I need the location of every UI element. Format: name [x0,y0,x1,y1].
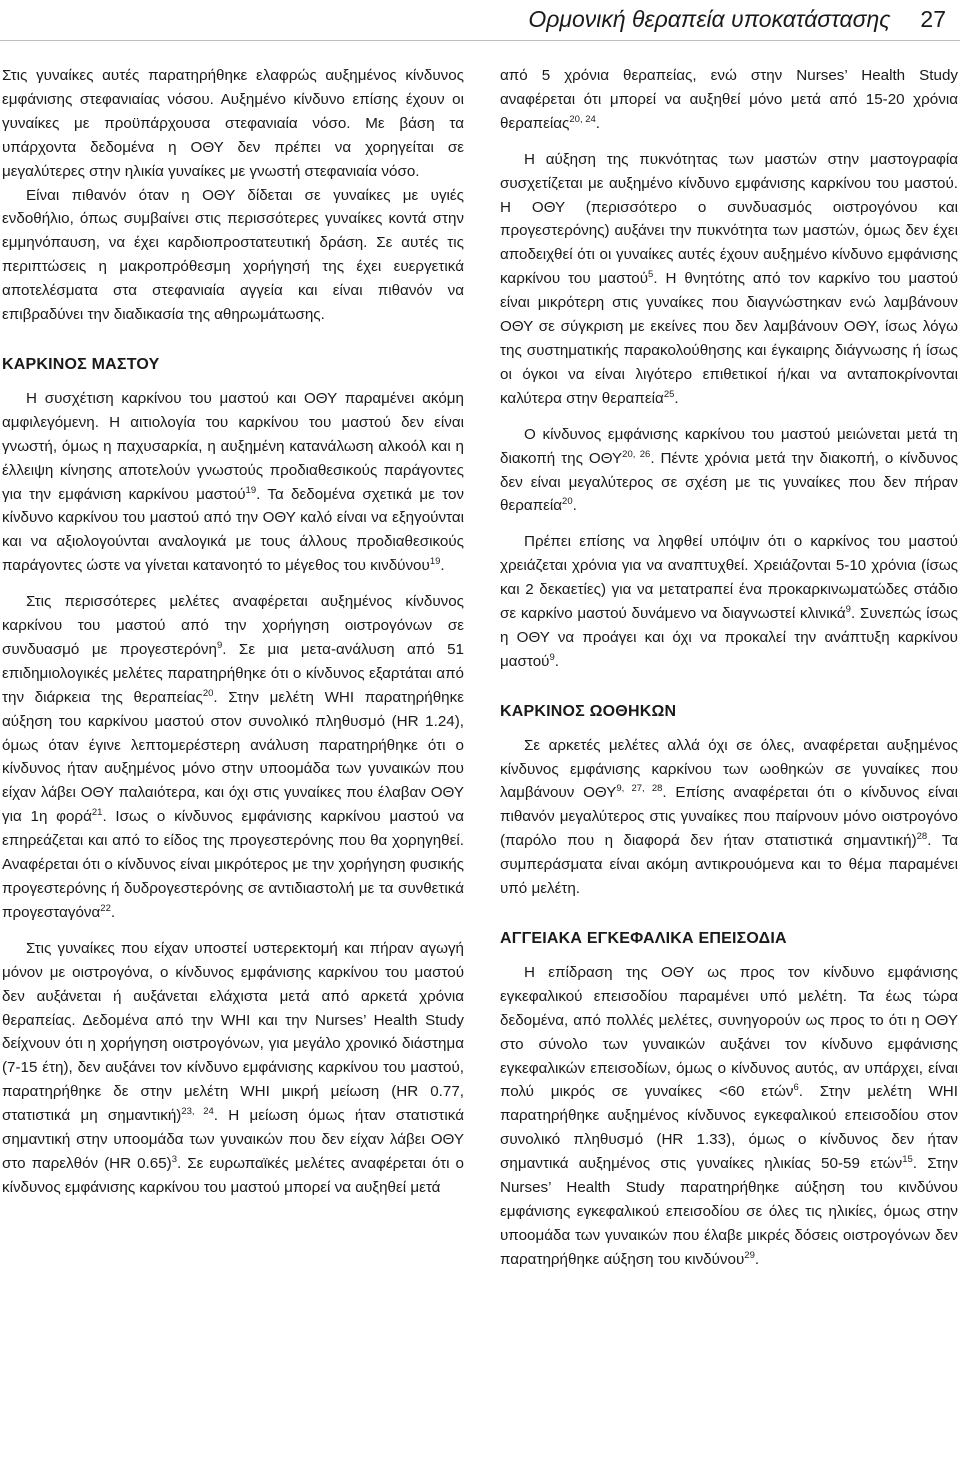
section-heading-stroke: ΑΓΓΕΙΑΚΑ ΕΓΚΕΦΑΛΙΚΑ ΕΠΕΙΣΟΔΙΑ [500,930,787,947]
citation: 20 [202,687,214,699]
citation: 23, 24 [181,1106,214,1118]
paragraph: από 5 χρόνια θεραπείας, ενώ στην Nurses’ Health Study αναφέρεται ότι μπορεί να αυξηθεί μόνο μετά από 15-20 χρόνια θεραπείας$^{20, 24}$. [500,67,958,132]
citation: 28 [916,831,928,843]
paragraph: Σε αρκετές μελέτες αλλά όχι σε όλες, αναφέρεται αυξημένος κίνδυνος εμφάνισης καρκίνου των ωοθηκών σε γυναίκες που λαμβάνουν ΟΘΥ$^{9, 27, 28}$. Επίσης αναφέρεται ότι ο κίνδυνος είναι πιθανόν μεγαλύτερος στις γυναίκες που παίρνουν μόνο οιστρογόνο (παρόλο που η διαφορά δεν ήταν στατιστικά σημαντική)$^{28}$. Τα συμπεράσματα είναι ακόμη αντικρουόμενα και το θέμα παραμένει υπό μελέτη. [500,736,959,898]
citation: 9 [216,639,223,651]
paragraph: Η αύξηση της πυκνότητας των μαστών στην μαστογραφία συσχετίζεται με αυξημένο κίνδυνο εμφάνισης καρκίνου του μαστού. Η ΟΘΥ (περισσότερο ο συνδυασμός οιστρογόνου και προγεστερόνης) αυξάνει την πυκνότητα των μαστών, όμως δεν έχει αποδειχθεί ότι οι γυναίκες αυτές έχουν αυξημένο κίνδυνο εμφάνισης καρκίνου του μαστού$^5$. Η θνητότης από τον καρκίνο του μαστού είναι μικρότερη στις γυναίκες που διαγνώστηκαν ενώ λαμβάνουν ΟΘΥ σε σύγκριση με εκείνες που δεν λαμβάνουν ΟΘΥ, ίσως λόγω της συστηματικής παρακολούθησης και έγκαιρης διάγνωσης ή ίσως οι όγκοι να είναι λιγότερο επιθετικοί ή/και να ανταποκρίνονται καλύτερα στην θεραπεία$^{25}$. [500,150,958,407]
paragraph: Η συσχέτιση καρκίνου του μαστού και ΟΘΥ παραμένει ακόμη αμφιλεγόμενη. Η αιτιολογία του καρκίνου του μαστού δεν είναι γνωστή, όμως η παχυσαρκία, η αυξημένη κατανάλωση αλκοόλ και η έλλειψη κίνησης αποτελούν γνωστούς προδιαθεσικούς παράγοντες για την εμφάνιση καρκίνου μαστού$^{19}$. Τα δεδομένα σχετικά με τον κίνδυνο καρκίνου του μαστού από την ΟΘΥ καλό είναι να εξηγούνται και να αξιολογούνται αναλογικά με τους άλλους προδιαθεσικούς παράγοντες ώστε να γίνεται κατανοητό το μέγεθος του κινδύνου$^{19}$. [2,389,465,575]
section-heading-breast-cancer: ΚΑΡΚΙΝΟΣ ΜΑΣΤΟΥ [2,355,160,373]
citation: 21 [91,807,103,819]
citation: 9 [549,651,555,663]
right-column [500,64,958,1272]
paragraph: Ο κίνδυνος εμφάνισης καρκίνου του μαστού μειώνεται μετά τη διακοπή της ΟΘΥ$^{20, 26}$. Πέντε χρόνια μετά την διακοπή, ο κίνδυνος δεν είναι μεγαλύτερος σε σχέση με τις γυναίκες που δεν πήραν θεραπεία$^{20}$. [500,425,958,515]
left-column [2,64,464,1200]
citation: 25 [663,388,675,400]
citation: 19 [429,556,441,568]
header-rule [0,40,960,41]
paragraph: Είναι πιθανόν όταν η ΟΘΥ δίδεται σε γυναίκες με υγιές ενδοθήλιο, όπως συμβαίνει στις περισσότερες γυναίκες κοντά στην εμμηνόπαυση, να έχει καρδιοπροστατευτική δράση. Σε αυτές τις περιπτώσεις η μακροπρόθεσμη χορήγησή της έχει ευεργετικά αποτελέσματα στα στεφανιαία αγγεία και είναι πιθανόν να επιβραδύνει την διαδικασία της αθηρωμάτωσης. [2,186,464,324]
paragraph: Στις περισσότερες μελέτες αναφέρεται αυξημένος κίνδυνος καρκίνου του μαστού από την χορήγηση οιστρογόνων σε συνδυασμό με προγεστερόνη$^9$. Σε μια μετα-ανάλυση από 51 επιδημιολογικές μελέτες παρατηρήθηκε ότι ο κίνδυνος εξαρτάται από την διάρκεια της θεραπείας$^{20}$. Στην μελέτη WHI παρατηρήθηκε αύξηση του καρκίνου μαστού στον συνολικό πληθυσμό (HR 1.24), όμως όταν έγινε λεπτομερέστερη ανάλυση παρατηρήθηκε ότι ο κίνδυνος ήταν αυξημένος μόνο στην υποομάδα των γυναικών που είχαν λάβει ΟΘΥ παλαιότερα, και όχι στις γυναίκες που έλαβαν ΟΘΥ για 1η φορά$^{21}$. Ισως ο κίνδυνος εμφάνισης καρκίνου μαστού να επηρεάζεται και από το είδος της προγεστερόνης που θα χορηγηθεί. Αναφέρεται ότι ο κίνδυνος είναι μικρότερος με την χορήγηση φυσικής προγεστερόνης ή δυδρογεστερόνης σε αντιδιαστολή με τα συνθετικά προγεσταγόνα$^{22}$. [2,593,464,921]
citation: 20, 26 [622,448,651,460]
citation: 5 [648,269,654,281]
header-title: Ορμονική θεραπεία υποκατάστασης [528,5,891,32]
citation: 19 [245,484,257,496]
citation: 3 [171,1153,178,1165]
paragraph: Στις γυναίκες που είχαν υποστεί υστερεκτομή και πήραν αγωγή μόνον με οιστρογόνα, ο κίνδυνος εμφάνισης καρκίνου του μαστού δεν αυξάνεται ή αυξάνεται ελάχιστα μετά από αρκετά χρόνια θεραπείας. Δεδομένα από την WHI και την Nurses’ Health Study δείχνουν ότι η χορήγηση οιστρογόνων, για μεγάλο χρονικό διάστημα (7-15 έτη), δεν αυξάνει τον κίνδυνο εμφάνισης καρκίνου του μαστού, παρατηρήθηκε δε στην μελέτη WHI μικρή μείωση (HR 0.77, στατιστικά μη σημαντική)$^{23, 24}$. Η μείωση όμως ήταν στατιστικά σημαντική στην υποομάδα των γυναικών που δεν είχαν λάβει ΟΘΥ στο παρελθόν (HR 0.65)$^3$. Σε ευρωπαϊκές μελέτες αναφέρεται ότι ο κίνδυνος εμφάνισης καρκίνου του μαστού μπορεί να αυξηθεί μετά [2,939,464,1196]
citation: 20, 24 [569,113,596,125]
citation: 6 [793,1082,799,1094]
paragraph: Πρέπει επίσης να ληφθεί υπόψιν ότι ο καρκίνος του μαστού χρειάζεται χρόνια για να αναπτυχθεί. Χρειάζονται 5-10 χρόνια (ίσως και 2 δεκαετίες) για να μετατραπεί ένα προκαρκινωματώδες στάδιο σε καρκίνο μαστού δυνάμενο να διαγνωστεί κλινικά$^9$. Συνεπώς ίσως η ΟΘΥ να προάγει και όχι να προκαλεί την ανάπτυξη καρκίνου μαστού$^9$. [500,533,958,670]
citation: 9 [845,603,851,615]
paragraph: Στις γυναίκες αυτές παρατηρήθηκε ελαφρώς αυξημένος κίνδυνος εμφάνισης στεφανιαίας νόσου. Αυξημένο κίνδυνο επίσης έχουν οι γυναίκες με προϋπάρχουσα στεφανιαία νόσο. Με βάση τα υπάρχοντα δεδομένα η ΟΘΥ δεν πρέπει να χορηγείται σε μεγαλύτερες στην ηλικία γυναίκες με γνωστή στεφανιαία νόσο. [2,67,464,180]
page-number: 27 [920,5,946,32]
citation: 20 [562,496,573,508]
running-header [0,0,960,38]
citation: 29 [744,1249,755,1261]
section-heading-ovarian-cancer: ΚΑΡΚΙΝΟΣ ΩΟΘΗΚΩΝ [500,702,677,720]
citation: 15 [902,1154,913,1166]
paragraph: Η επίδραση της ΟΘΥ ως προς τον κίνδυνο εμφάνισης εγκεφαλικού επεισοδίου παραμένει υπό μελέτη. Τα έως τώρα δεδομένα, από πολλές μελέτες, συνηγορούν ως προς το ότι η ΟΘΥ στο σύνολο των γυναικών αυξάνει τον κίνδυνο εμφάνισης εγκεφαλικών επεισοδίων, όμως ο κίνδυνος αυτός, αν υπάρχει, είναι πολύ μικρός σε γυναίκες <60 ετών$^6$. Στην μελέτη WHI παρατηρήθηκε αυξημένος κίνδυνος εγκεφαλικού επεισοδίου στον συνολικό πληθυσμό (HR 1.33), όμως ο κίνδυνος δεν ήταν σημαντικά αυξημένος στις γυναίκες ηλικίας 50-59 ετών$^{15}$. Στην Nurses’ Health Study παρατηρήθηκε αύξηση του κινδύνου εμφάνισης εγκεφαλικού επεισοδίου σε όλες τις ηλικίες, όμως στην υποομάδα των γυναικών που έλαβε μικρές δόσεις οιστρογόνων δεν παρατηρήθηκε αύξηση του κινδύνου$^{29}$. [500,963,958,1268]
citation: 22 [100,902,111,914]
citation: 9, 27, 28 [616,783,663,795]
